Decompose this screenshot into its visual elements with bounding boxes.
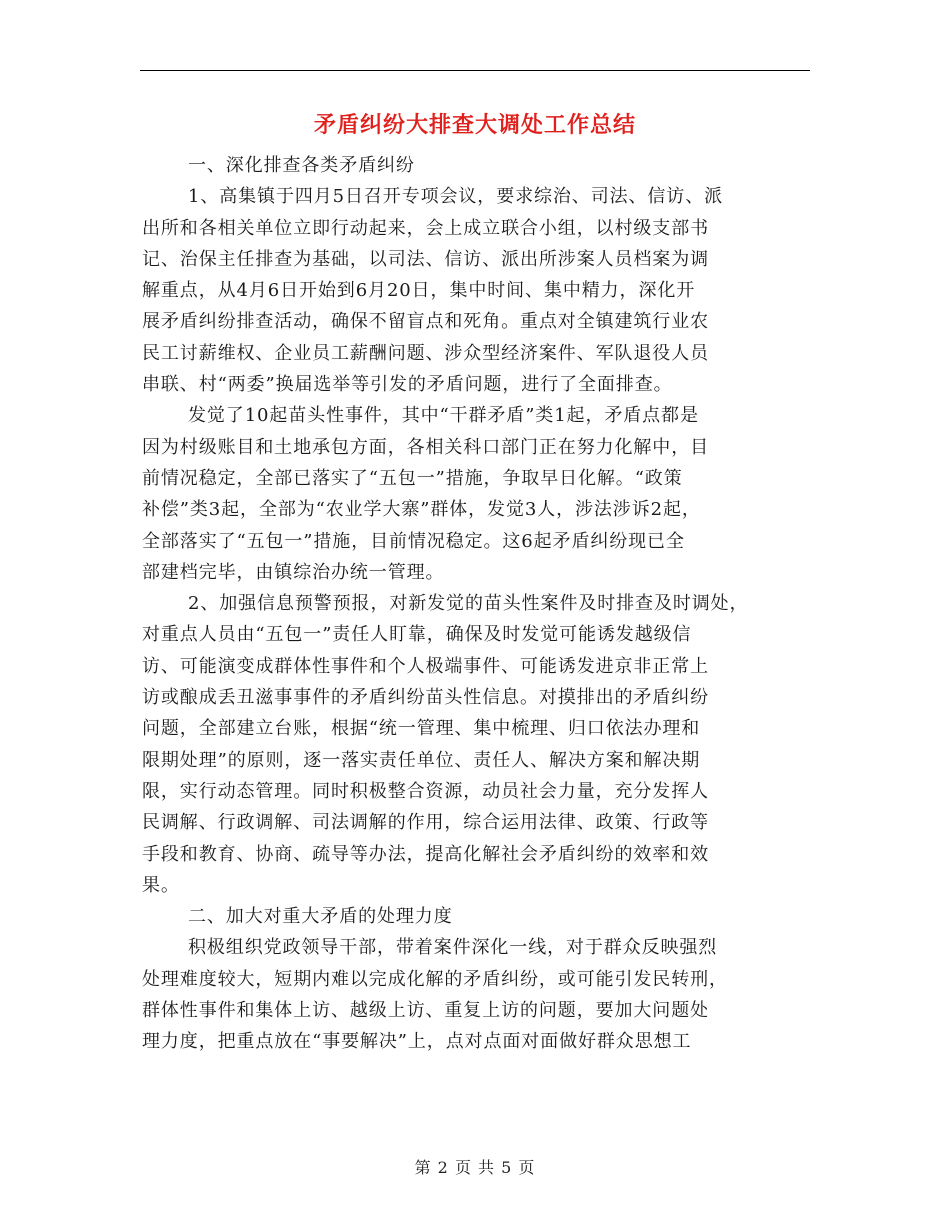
- paragraph-line: 因为村级账目和土地承包方面，各相关科口部门正在努力化解中，目: [142, 436, 709, 458]
- paragraph-line: 民调解、行政调解、司法调解的作用，综合运用法律、政策、行政等: [142, 812, 709, 834]
- paragraph-line: 访或酿成丢丑滋事事件的矛盾纠纷苗头性信息。对摸排出的矛盾纠纷: [142, 687, 709, 709]
- paragraph-line: 解重点，从4月6日开始到6月20日，集中时间、集中精力，深化开: [142, 280, 696, 302]
- document-body: [142, 150, 810, 1058]
- paragraph-line: 前情况稳定，全部已落实了“五包一”措施，争取早日化解。“政策: [142, 467, 683, 489]
- paragraph-line: 展矛盾纠纷排查活动，确保不留盲点和死角。重点对全镇建筑行业农: [142, 311, 709, 333]
- section-heading: 二、加大对重大矛盾的处理力度: [188, 906, 453, 928]
- paragraph-line: 限期处理”的原则，逐一落实责任单位、责任人、解决方案和解决期: [142, 749, 701, 771]
- document-title: 矛盾纠纷大排查大调处工作总结: [313, 112, 636, 138]
- paragraph-line: 民工讨薪维权、企业员工薪酬问题、涉众型经济案件、军队退役人员: [142, 342, 709, 364]
- paragraph-line: 积极组织党政领导干部，带着案件深化一线，对于群众反映强烈: [188, 937, 718, 959]
- paragraph-line: 手段和教育、协商、疏导等办法，提高化解社会矛盾纠纷的效率和效: [142, 843, 709, 865]
- paragraph-line: 果。: [142, 874, 180, 896]
- paragraph-line: 全部落实了“五包一”措施，目前情况稳定。这6起矛盾纠纷现已全: [142, 530, 685, 552]
- paragraph-line: 发觉了10起苗头性事件，其中“干群矛盾”类1起，矛盾点都是: [188, 405, 699, 427]
- paragraph-line: 限，实行动态管理。同时积极整合资源，动员社会力量，充分发挥人: [142, 780, 709, 802]
- paragraph-line: 访、可能演变成群体性事件和个人极端事件、可能诱发进京非正常上: [142, 655, 709, 677]
- paragraph-line: 出所和各相关单位立即行动起来，会上成立联合小组，以村级支部书: [142, 217, 709, 239]
- paragraph-line: 1、高集镇于四月5日召开专项会议，要求综治、司法、信访、派: [188, 186, 724, 208]
- paragraph-line: 部建档完毕，由镇综治办统一管理。: [142, 561, 445, 583]
- paragraph-line: 对重点人员由“五包一”责任人盯靠，确保及时发觉可能诱发越级信: [142, 624, 692, 646]
- paragraph-line: 问题，全部建立台账，根据“统一管理、集中梳理、归口依法办理和: [142, 718, 701, 740]
- paragraph-line: 处理难度较大，短期内难以完成化解的矛盾纠纷，或可能引发民转刑，: [142, 968, 728, 990]
- paragraph-line: 群体性事件和集体上访、越级上访、重复上访的问题，要加大问题处: [142, 1000, 709, 1022]
- paragraph-line: 串联、村“两委”换届选举等引发的矛盾问题，进行了全面排查。: [142, 374, 673, 396]
- paragraph-line: 2、加强信息预警预报，对新发觉的苗头性案件及时排查及时调处，: [188, 593, 749, 615]
- paragraph-line: 记、治保主任排查为基础，以司法、信访、派出所涉案人员档案为调: [142, 248, 709, 270]
- header-rule: [140, 70, 810, 71]
- paragraph-line: 补偿”类3起，全部为“农业学大寨”群体，发觉3人，涉法涉诉2起，: [142, 499, 701, 521]
- section-heading: 一、深化排查各类矛盾纠纷: [188, 155, 415, 176]
- paragraph-line: 理力度，把重点放在“事要解决”上，点对点面对面做好群众思想工: [142, 1031, 692, 1053]
- page-number: 第 2 页 共 5 页: [414, 1158, 536, 1177]
